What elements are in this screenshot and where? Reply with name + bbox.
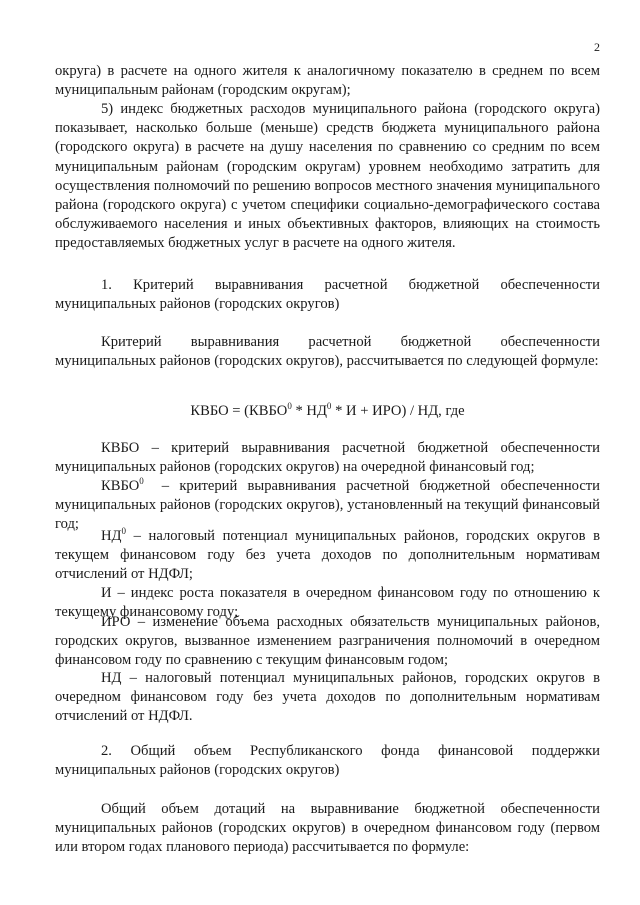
- definition-nd0: [55, 527, 600, 585]
- formula-superscript: 0: [287, 401, 292, 412]
- page-number: 2: [594, 40, 600, 54]
- section-heading-1: 1. Критерий выравнивания расчетной бюджетной обеспеченности муниципальных районов (городских округов): [55, 277, 600, 313]
- definition-nd: НД – налоговый потенциал муниципальных районов, городских округов в очередном финансовом году без учета доходов по дополнительным нормативам отчислений от НДФЛ.: [55, 670, 600, 725]
- term-nd0: НД: [101, 528, 122, 544]
- definition-kvbo: КВБО – критерий выравнивания расчетной бюджетной обеспеченности муниципальных районов (городских округов) на очередной финансовый год;: [55, 440, 600, 476]
- definition-text: – критерий выравнивания расчетной бюджетной обеспеченности муниципальных районов (городских округов), установленный на текущий финансовый год;: [55, 478, 600, 533]
- definition-kvbo0: [55, 477, 600, 535]
- definition-text: – налоговый потенциал муниципальных районов, городских округов в текущем финансовом году без учета доходов по дополнительным нормативам отчислений от НДФЛ;: [55, 528, 600, 583]
- term-kvbo0: КВБО: [101, 478, 140, 494]
- definition-iro: ИРО – изменение объема расходных обязательств муниципальных районов, городских округов, вызванное изменением разграничения полномочий в очередном финансовом году по сравнению с текущим финансовым годом;: [55, 614, 600, 669]
- formula-part: * НД: [291, 403, 327, 419]
- paragraph-subsidy-intro: Общий объем дотаций на выравнивание бюджетной обеспеченности муниципальных районов (городских округов) в очередном финансовом году (первом или втором годах планового периода) рассчитывается по формуле:: [55, 801, 600, 856]
- formula-part: КВБО = (КВБО: [190, 403, 288, 419]
- section-heading-2: 2. Общий объем Республиканского фонда финансовой поддержки муниципальных районов (городских округов): [55, 743, 600, 779]
- formula-kvbo: [55, 402, 600, 421]
- paragraph-criterion-intro: Критерий выравнивания расчетной бюджетной обеспеченности муниципальных районов (городских округов), рассчитывается по следующей формуле:: [55, 334, 600, 370]
- formula-superscript: 0: [326, 401, 332, 412]
- term-superscript: 0: [139, 476, 144, 487]
- term-superscript: 0: [121, 526, 126, 537]
- formula-part: * И + ИРО) / НД, где: [331, 403, 465, 419]
- definition-i: И – индекс роста показателя в очередном финансовом году по отношению к текущему финансовому году;: [55, 585, 600, 621]
- paragraph-budget-index: 5) индекс бюджетных расходов муниципального района (городского округа) показывает, насколько больше (меньше) средств бюджета муниципального района (городского округа) в расчете на душу населения по сравнению со средним по всем муниципальным районам (городским округам) уровнем необходимо затратить для осуществления полномочий по решению вопросов местного значения муниципального района (городского округа) с учетом специфики социально-демографического состава обслуживаемого населения и иных объективных факторов, влияющих на стоимость предоставляемых бюджетных услуг в расчете на одного жителя.: [55, 101, 600, 252]
- paragraph-continuation: округа) в расчете на одного жителя к аналогичному показателю в среднем по всем муниципальным районам (городским округам);: [55, 63, 600, 99]
